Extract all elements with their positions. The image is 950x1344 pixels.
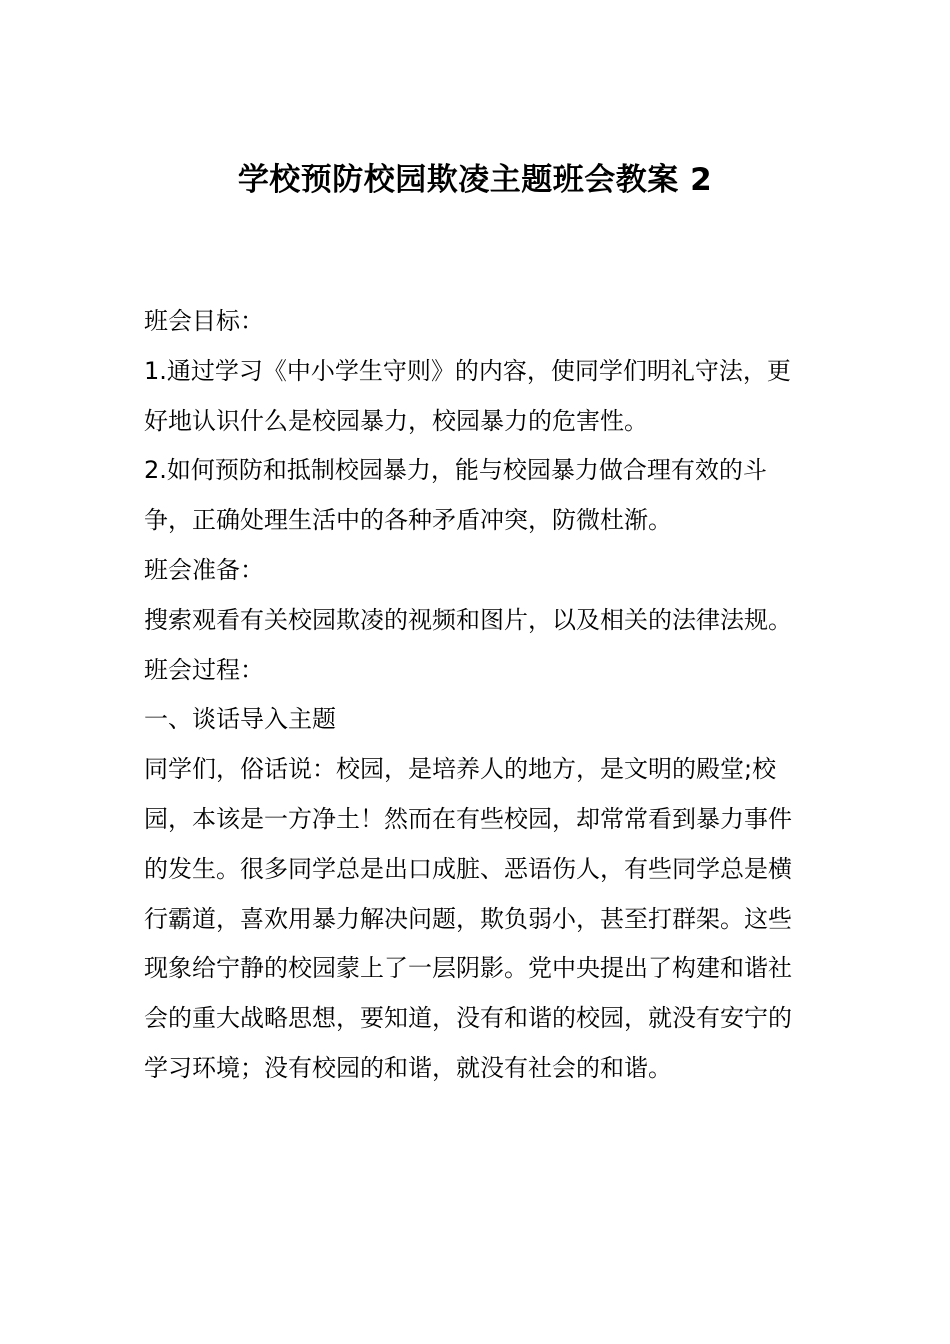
document-title: 学校预防校园欺凌主题班会教案 2	[237, 162, 713, 198]
intro-paragraph: 同学们，俗话说：校园，是培养人的地方，是文明的殿堂;校园，本该是一方净土！然而在有些校园，却常常看到暴力事件的发生。很多同学总是出口成脏、恶语伤人，有些同学总是横行霸道，喜欢用暴力解决问题，欺负弱小，甚至打群架。这些现象给宁静的校园蒙上了一层阴影。党中央提出了构建和谐社会的重大战略思想，要知道，没有和谐的校园，就没有安宁的学习环境；没有校园的和谐，就没有社会的和谐。	[144, 755, 792, 1082]
section-heading-intro: 一、谈话导入主题	[144, 705, 336, 734]
preparation-paragraph: 搜索观看有关校园欺凌的视频和图片，以及相关的法律法规。	[144, 605, 792, 634]
heading-class-process: 班会过程：	[144, 655, 264, 684]
goal-paragraph-1: 1.通过学习《中小学生守则》的内容，使同学们明礼守法，更好地认识什么是校园暴力，校园暴力的危害性。	[144, 356, 791, 435]
heading-class-preparation: 班会准备：	[144, 555, 264, 584]
document-body	[144, 297, 812, 1094]
goal-paragraph-2: 2.如何预防和抵制校园暴力，能与校园暴力做合理有效的斗争，正确处理生活中的各种矛盾冲突，防微杜渐。	[144, 456, 767, 535]
heading-class-goals: 班会目标：	[144, 307, 264, 335]
